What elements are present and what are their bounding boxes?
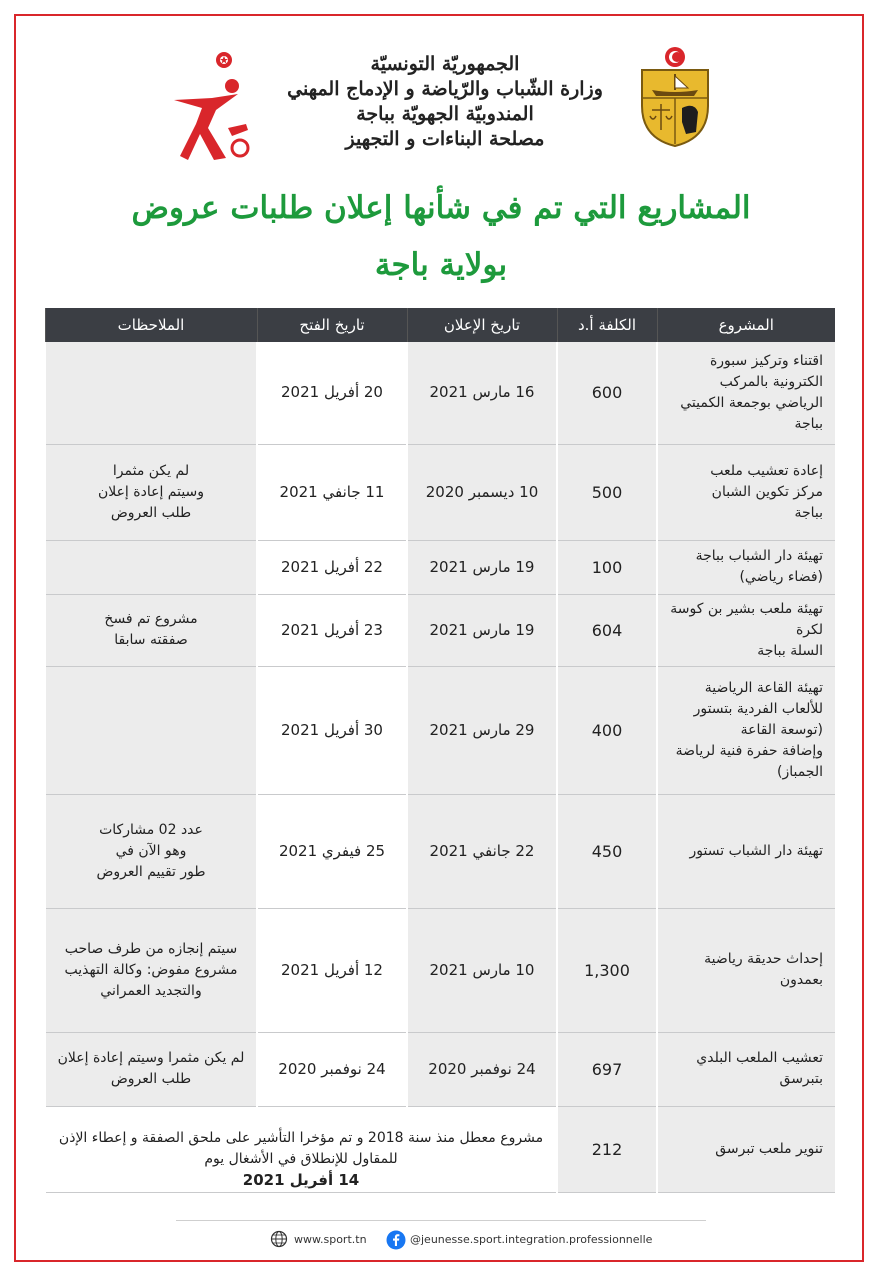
cell-cost: 212: [557, 1106, 657, 1192]
cell-cost: 1,300: [557, 908, 657, 1032]
header-project: المشروع: [657, 308, 835, 342]
projects-table: [44, 308, 835, 1193]
table-row: [45, 1032, 835, 1106]
table-row: [45, 594, 835, 666]
cell-opening-date: 11 جانفي 2021: [257, 444, 407, 540]
cell-project: تهيئة دار الشباب تستور: [657, 794, 835, 908]
cell-opening-date: 20 أفريل 2021: [257, 342, 407, 444]
cell-notes: [45, 666, 257, 794]
table-row: [45, 908, 835, 1032]
facebook-handle[interactable]: @jeunesse.sport.integration.professionnelle: [410, 1233, 653, 1246]
tunisia-emblem: [636, 46, 714, 148]
cell-project: تهيئة ملعب بشير بن كوسة لكرة السلة بباجة: [657, 594, 835, 666]
cell-notes: سيتم إنجازه من طرف صاحب مشروع مفوض: وكالة التهذيب والتجديد العمراني: [45, 908, 257, 1032]
organization-header: [270, 52, 620, 152]
cell-announcement-date: 10 ديسمبر 2020: [407, 444, 557, 540]
table-row: [45, 794, 835, 908]
table-row: [45, 342, 835, 444]
footer-divider: [176, 1220, 706, 1221]
table-row: [45, 666, 835, 794]
header-line-service: مصلحة البناءات و التجهيز: [345, 128, 545, 150]
cell-project: تهيئة القاعة الرياضية للألعاب الفردية بتستور (توسعة القاعة وإضافة حفرة فنية لرياضة الجمباز): [657, 666, 835, 794]
globe-icon: [270, 1230, 288, 1248]
cell-project: إعادة تعشيب ملعب مركز تكوين الشبان بباجة: [657, 444, 835, 540]
cell-cost: 697: [557, 1032, 657, 1106]
cell-announcement-date: 24 نوفمبر 2020: [407, 1032, 557, 1106]
header-line-ministry: وزارة الشّباب والرّياضة و الإدماج المهني: [287, 78, 603, 100]
table-row: [45, 1106, 835, 1192]
cell-notes: [45, 540, 257, 594]
cell-opening-date: 12 أفريل 2021: [257, 908, 407, 1032]
header-line-delegation: المندوبيّة الجهويّة بباجة: [356, 103, 534, 125]
merged-note-text: مشروع معطل منذ سنة 2018 و تم مؤخرا التأشير على ملحق الصفقة و إعطاء الإذن للمقاول للإنطلاق في الأشغال يوم: [58, 1129, 544, 1167]
header-announcement-date: تاريخ الإعلان: [407, 308, 557, 342]
page-subtitle: بولاية باجة: [374, 247, 508, 283]
cell-cost: 600: [557, 342, 657, 444]
cell-project: تعشيب الملعب البلدي بتبرسق: [657, 1032, 835, 1106]
cell-project: تنوير ملعب تبرسق: [657, 1106, 835, 1192]
cell-opening-date: 25 فيفري 2021: [257, 794, 407, 908]
cell-announcement-date: 19 مارس 2021: [407, 540, 557, 594]
cell-cost: 500: [557, 444, 657, 540]
cell-notes: لم يكن مثمرا وسيتم إعادة إعلان طلب العروض: [45, 1032, 257, 1106]
header-line-republic: الجمهوريّة التونسيّة: [370, 53, 520, 75]
cell-cost: 400: [557, 666, 657, 794]
cell-opening-date: 22 أفريل 2021: [257, 540, 407, 594]
footer: [264, 1230, 653, 1250]
cell-opening-date: 30 أفريل 2021: [257, 666, 407, 794]
page-title: المشاريع التي تم في شأنها إعلان طلبات عروض: [131, 190, 751, 226]
cell-announcement-date: 10 مارس 2021: [407, 908, 557, 1032]
cell-project: إحداث حديقة رياضية بعمدون: [657, 908, 835, 1032]
merged-note-date: 14 أفريل 2021: [242, 1170, 360, 1189]
cell-project: تهيئة دار الشباب بباجة (فضاء رياضي): [657, 540, 835, 594]
cell-cost: 100: [557, 540, 657, 594]
table-header-row: [45, 308, 835, 342]
header-notes: الملاحظات: [45, 308, 257, 342]
facebook-icon: [386, 1230, 406, 1250]
cell-project: اقتناء وتركيز سبورة الكترونية بالمركب الرياضي بوجمعة الكميتي بباجة: [657, 342, 835, 444]
cell-cost: 450: [557, 794, 657, 908]
table-row: [45, 540, 835, 594]
cell-announcement-date: 29 مارس 2021: [407, 666, 557, 794]
header-opening-date: تاريخ الفتح: [257, 308, 407, 342]
cell-notes: عدد 02 مشاركات وهو الآن في طور تقييم العروض: [45, 794, 257, 908]
header-cost: الكلفة أ.د: [557, 308, 657, 342]
cell-announcement-date: 22 جانفي 2021: [407, 794, 557, 908]
cell-merged-note: [45, 1106, 557, 1192]
cell-notes: [45, 342, 257, 444]
table-row: [45, 444, 835, 540]
cell-notes: مشروع تم فسخ صفقته سابقا: [45, 594, 257, 666]
cell-announcement-date: 19 مارس 2021: [407, 594, 557, 666]
website-link[interactable]: www.sport.tn: [294, 1233, 367, 1246]
cell-notes: لم يكن مثمرا وسيتم إعادة إعلان طلب العروض: [45, 444, 257, 540]
cell-opening-date: 23 أفريل 2021: [257, 594, 407, 666]
sport-logo: [168, 48, 258, 163]
cell-cost: 604: [557, 594, 657, 666]
cell-announcement-date: 16 مارس 2021: [407, 342, 557, 444]
cell-opening-date: 24 نوفمبر 2020: [257, 1032, 407, 1106]
